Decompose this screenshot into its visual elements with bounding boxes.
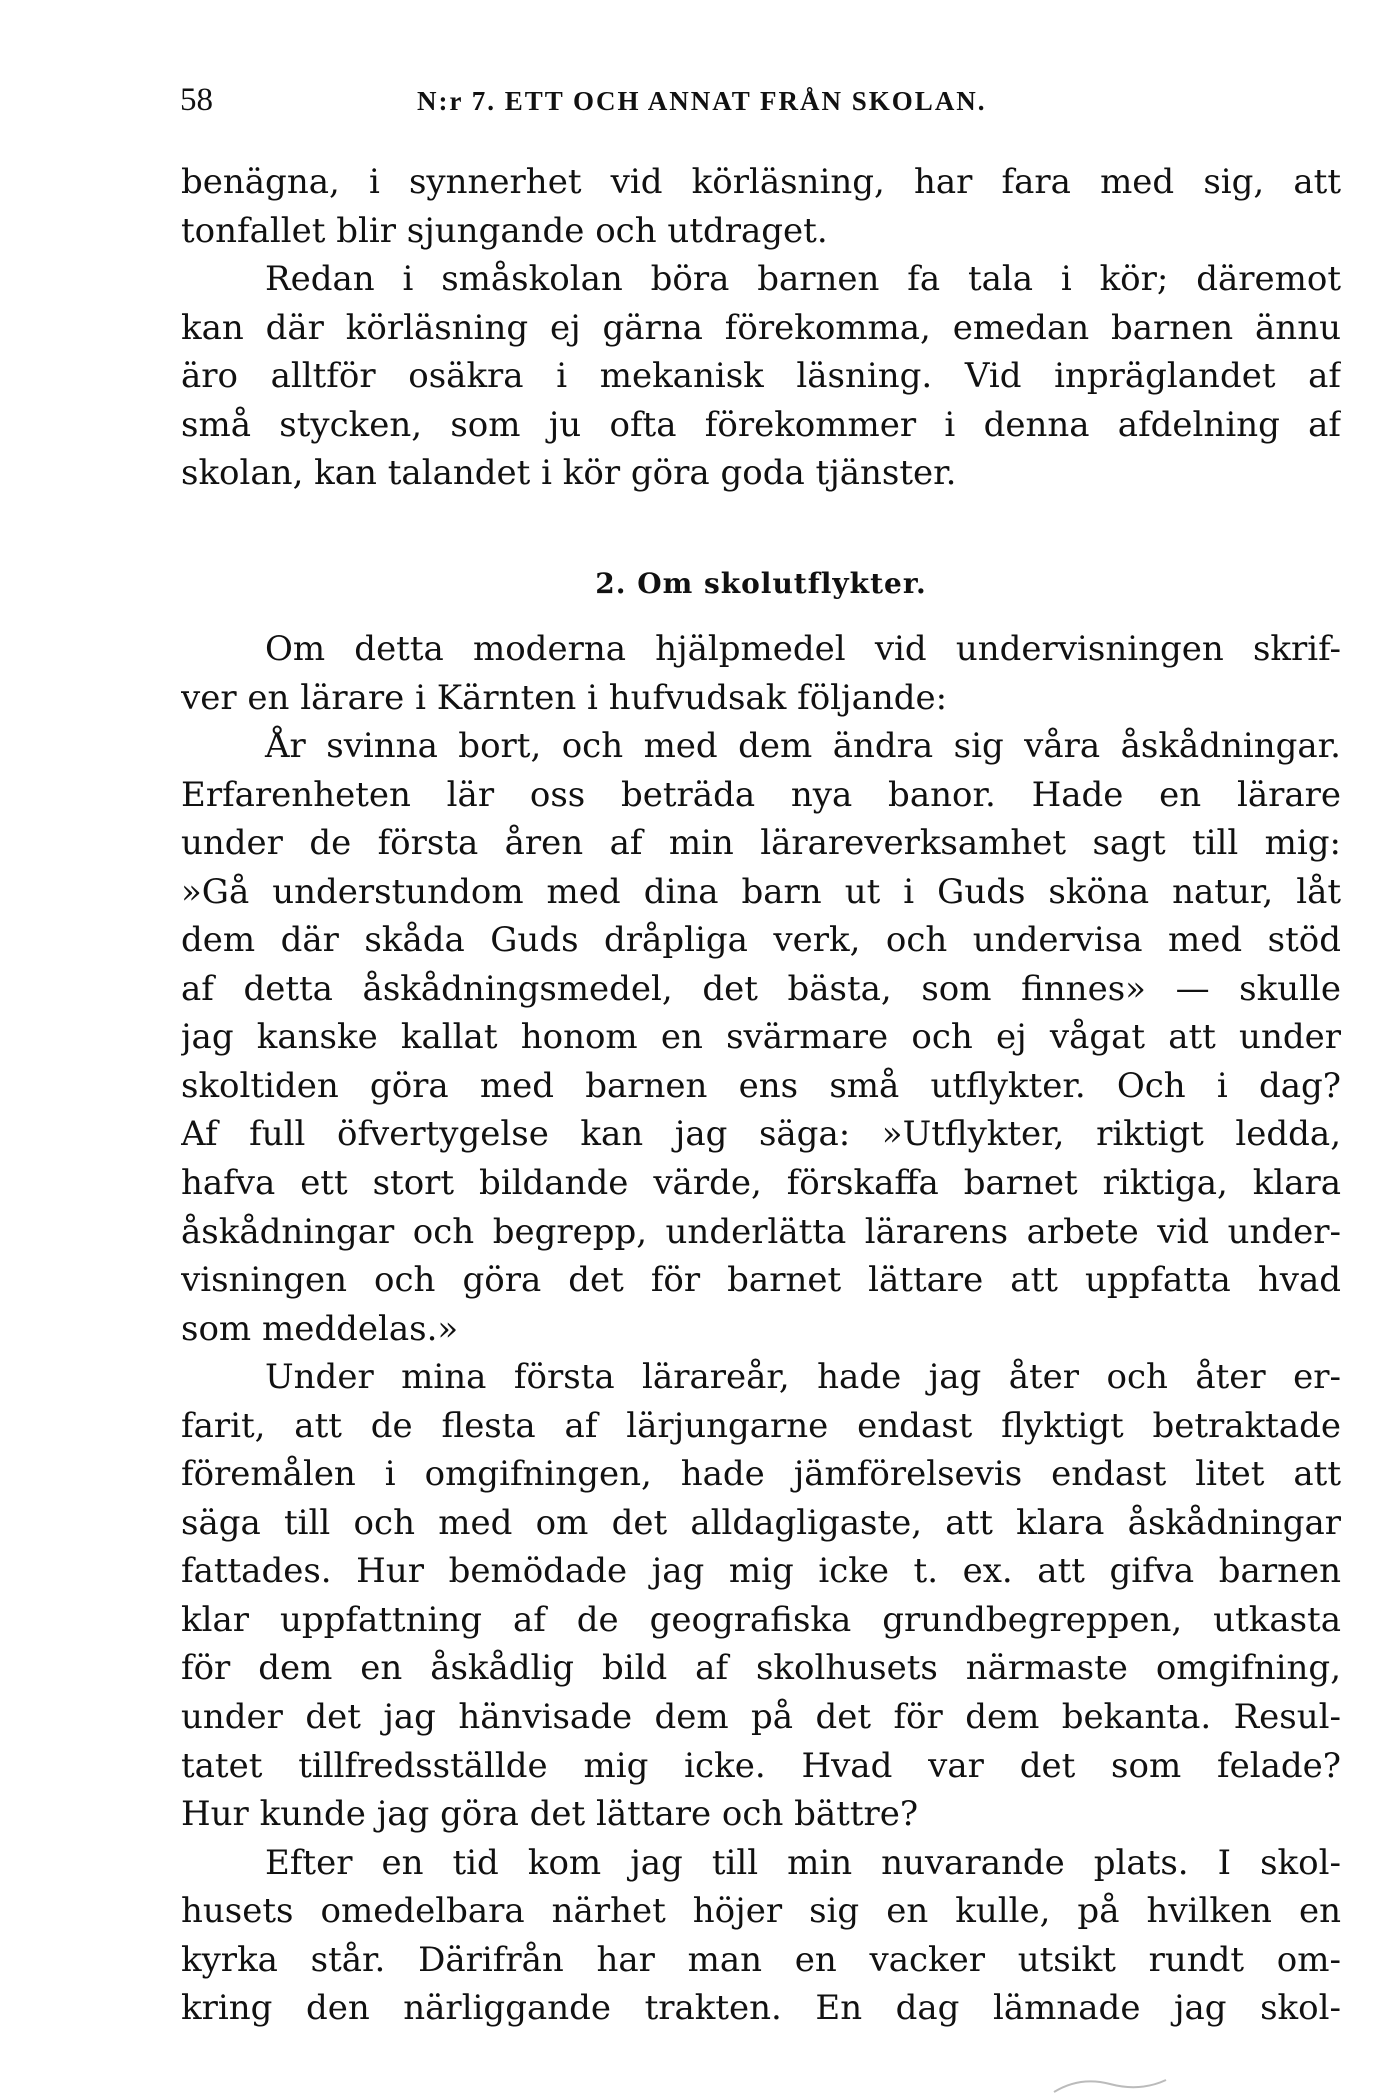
running-title: N:r 7. ETT OCH ANNAT FRÅN SKOLAN. [417, 86, 987, 116]
text-line: farit, att de flesta af lärjungarne endast flyktigt betraktade [181, 1405, 1341, 1446]
text-line: föremålen i omgifningen, hade jämförelsevis endast litet att [181, 1454, 1341, 1495]
text-line: tonfallet blir sjungande och utdraget. [181, 210, 828, 251]
text-line: jag kanske kallat honom en svärmare och ej vågat att under [181, 1017, 1341, 1058]
text-line: af detta åskådningsmedel, det bästa, som finnes» — skulle [181, 968, 1341, 1009]
text-line: under det jag hänvisade dem på det för dem bekanta. Resul- [181, 1697, 1341, 1738]
text-line: fattades. Hur bemödade jag mig icke t. ex. att gifva barnen [181, 1551, 1341, 1592]
text-line: äro alltför osäkra i mekanisk läsning. Vid inpräglandet af [181, 356, 1341, 397]
text-line: åskådningar och begrepp, underlätta lärarens arbete vid under- [181, 1211, 1341, 1252]
text-line: Under mina första lärareår, hade jag åter och åter er- [265, 1357, 1341, 1398]
text-line: kyrka står. Därifrån har man en vacker utsikt rundt om- [181, 1939, 1341, 1980]
text-line: under de första åren af min lärareverksamhet sagt till mig: [181, 823, 1341, 864]
text-line: ver en lärare i Kärnten i hufvudsak följande: [181, 677, 948, 718]
text-line: tatet tillfredsställde mig icke. Hvad var det som felade? [181, 1745, 1341, 1786]
text-line: benägna, i synnerhet vid körläsning, har fara med sig, att [181, 162, 1341, 202]
text-line: klar uppfattning af de geografiska grundbegreppen, utkasta [181, 1599, 1341, 1640]
text-line: kring den närliggande trakten. En dag lämnade jag skol- [181, 1988, 1341, 2029]
text-line: för dem en åskådlig bild af skolhusets närmaste omgifning, [181, 1648, 1341, 1689]
running-header [180, 82, 1340, 122]
text-line: dem där skåda Guds dråpliga verk, och undervisa med stöd [181, 920, 1341, 961]
text-line: husets omedelbara närhet höjer sig en kulle, på hvilken en [181, 1891, 1341, 1932]
text-line: Af full öfvertygelse kan jag säga: »Utflykter, riktigt ledda, [181, 1114, 1341, 1155]
text-line: Om detta moderna hjälpmedel vid undervisningen skrif- [265, 629, 1341, 669]
text-line: Redan i småskolan böra barnen fa tala i kör; däremot [265, 259, 1341, 300]
text-line: skoltiden göra med barnen ens små utflykter. Och i dag? [181, 1065, 1341, 1106]
text-line: Hur kunde jag göra det lättare och bättre? [181, 1794, 919, 1835]
text-line: små stycken, som ju ofta förekommer i denna afdelning af [181, 404, 1341, 445]
text-line: säga till och med om det alldagligaste, att klara åskådningar [181, 1502, 1341, 1543]
section-heading: 2. Om skolutflykter. [595, 567, 927, 600]
text-block-top [181, 158, 1341, 498]
text-line: Efter en tid kom jag till min nuvarande plats. I skol- [265, 1842, 1341, 1883]
text-line: »Gå understundom med dina barn ut i Guds sköna natur, låt [181, 871, 1341, 912]
text-line: hafva ett stort bildande värde, förskaffa barnet riktiga, klara [181, 1163, 1341, 1204]
page-number: 58 [180, 82, 213, 118]
page-edge-mark [1050, 2070, 1170, 2094]
text-line: kan där körläsning ej gärna förekomma, emedan barnen ännu [181, 307, 1341, 348]
text-line: År svinna bort, och med dem ändra sig våra åskådningar. [265, 726, 1341, 767]
text-block-bottom [181, 625, 1341, 2033]
text-line: som meddelas.» [181, 1308, 459, 1349]
text-line: visningen och göra det för barnet lättare att uppfatta hvad [181, 1260, 1341, 1301]
text-line: skolan, kan talandet i kör göra goda tjänster. [181, 453, 957, 494]
text-line: Erfarenheten lär oss beträda nya banor. Hade en lärare [181, 774, 1341, 815]
